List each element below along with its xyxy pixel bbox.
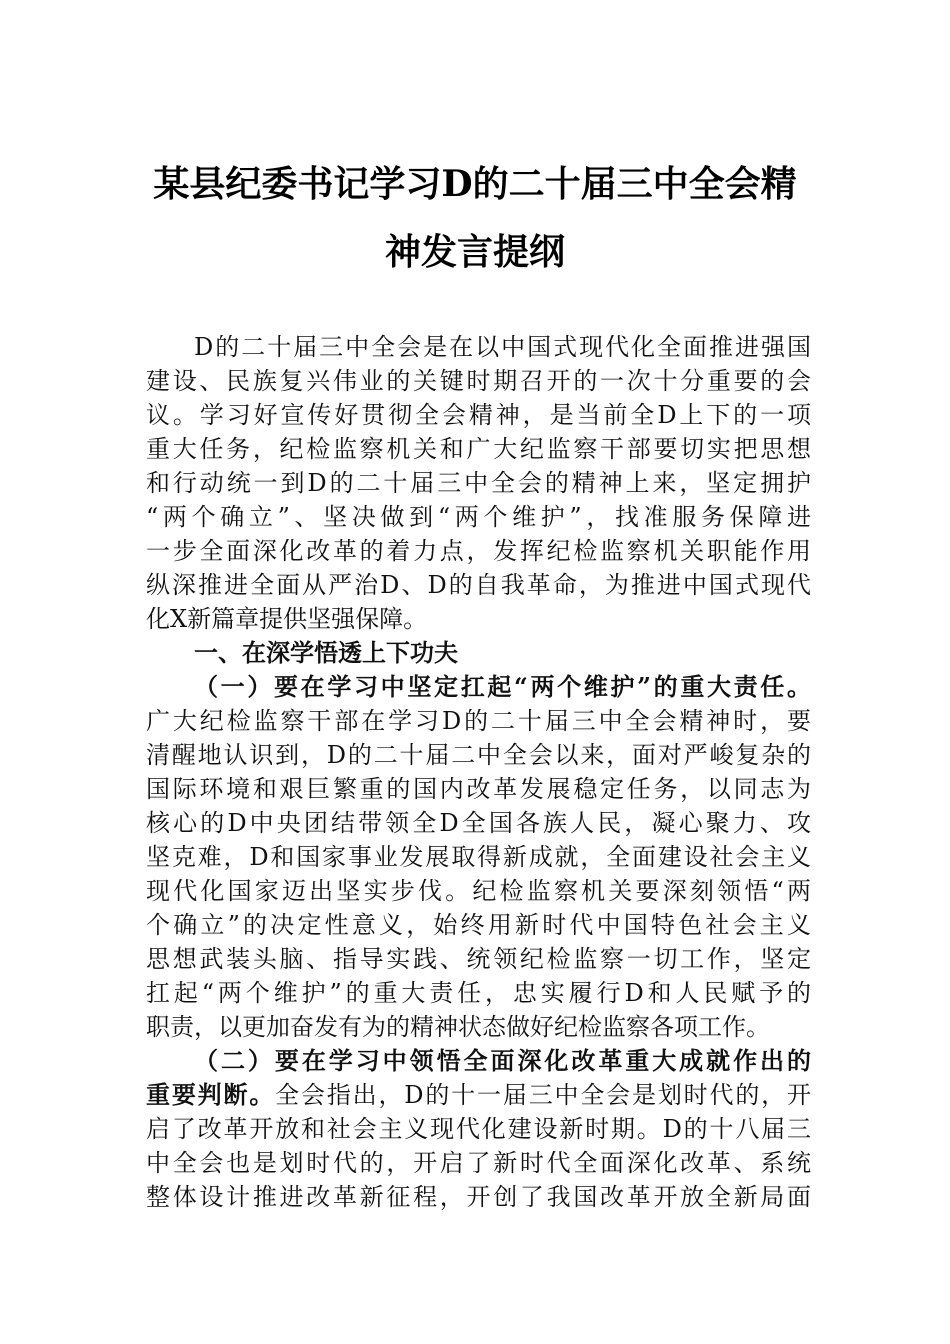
- paragraph-line: [146, 1078, 811, 1112]
- paragraph-line: 中全会也是划时代的，开启了新时代全面深化改革、系统: [146, 1149, 811, 1177]
- paragraph-line: 重大任务，纪检监察机关和广大纪监察干部要切实把思想: [146, 435, 811, 463]
- document-title-line-2: 神发言提纲: [384, 231, 565, 273]
- subsection-heading: （一）要在学习中坚定扛起“两个维护”的重大责任。: [194, 672, 811, 701]
- paragraph-line: 扛起“两个维护”的重大责任，忠实履行D和人民赋予的: [146, 979, 811, 1007]
- section-heading: 一、在深学悟透上下功夫: [194, 639, 458, 667]
- intro-paragraph: [146, 330, 811, 636]
- paragraph-line: “两个确立”、坚决做到“两个维护”，找准服务保障进: [146, 503, 811, 531]
- paragraph-line: 现代化国家迈出坚实步伐。纪检监察机关要深刻领悟“两: [146, 877, 811, 905]
- paragraph-line: 和行动统一到D的二十届三中全会的精神上来，坚定拥护: [146, 469, 811, 497]
- paragraph-line: 议。学习好宣传好贯彻全会精神，是当前全D上下的一项: [146, 401, 811, 429]
- subsection-heading: （二）要在学习中领悟全面深化改革重大成就作出的: [194, 1046, 811, 1075]
- paragraph-line: 国际环境和艰巨繁重的国内改革发展稳定任务，以同志为: [146, 775, 811, 803]
- paragraph-line: 整体设计推进改革新征程，开创了我国改革开放全新局面: [146, 1183, 811, 1211]
- document-title-line-1: 某县纪委书记学习D的二十届三中全会精: [153, 163, 797, 205]
- paragraph-line: 启了改革开放和社会主义现代化建设新时期。D的十八届三: [146, 1115, 811, 1143]
- document-body: [146, 330, 811, 1214]
- paragraph-line: 一步全面深化改革的着力点，发挥纪检监察机关职能作用: [146, 537, 811, 565]
- paragraph-line-text: 全会指出，D的十一届三中全会是划时代的，开: [275, 1081, 811, 1109]
- paragraph-line: 职责，以更加奋发有为的精神状态做好纪检监察各项工作。: [146, 1013, 770, 1041]
- paragraph-line: 核心的D中央团结带领全D全国各族人民，凝心聚力、攻: [146, 809, 811, 837]
- paragraph-line: 化X新篇章提供坚强保障。: [146, 605, 428, 633]
- paragraph-line: 广大纪检监察干部在学习D的二十届三中全会精神时，要: [146, 707, 811, 735]
- paragraph-line: 清醒地认识到，D的二十届二中全会以来，面对严峻复杂的: [146, 741, 811, 769]
- paragraph-line: D的二十届三中全会是在以中国式现代化全面推进强国: [194, 333, 811, 361]
- paragraph-line: 纵深推进全面从严治D、D的自我革命，为推进中国式现代: [146, 571, 811, 599]
- subsection-2-paragraph: [146, 1044, 811, 1214]
- paragraph-line: 建设、民族复兴伟业的关键时期召开的一次十分重要的会: [146, 367, 811, 395]
- paragraph-line: 思想武装头脑、指导实践、统领纪检监察一切工作，坚定: [146, 945, 811, 973]
- subsection-heading-end: 重要判断。: [146, 1080, 276, 1109]
- subsection-1-paragraph: [146, 670, 811, 1044]
- paragraph-line: 坚克难，D和国家事业发展取得新成就，全面建设社会主义: [146, 843, 811, 871]
- paragraph-line: 个确立”的决定性意义，始终用新时代中国特色社会主义: [146, 911, 811, 939]
